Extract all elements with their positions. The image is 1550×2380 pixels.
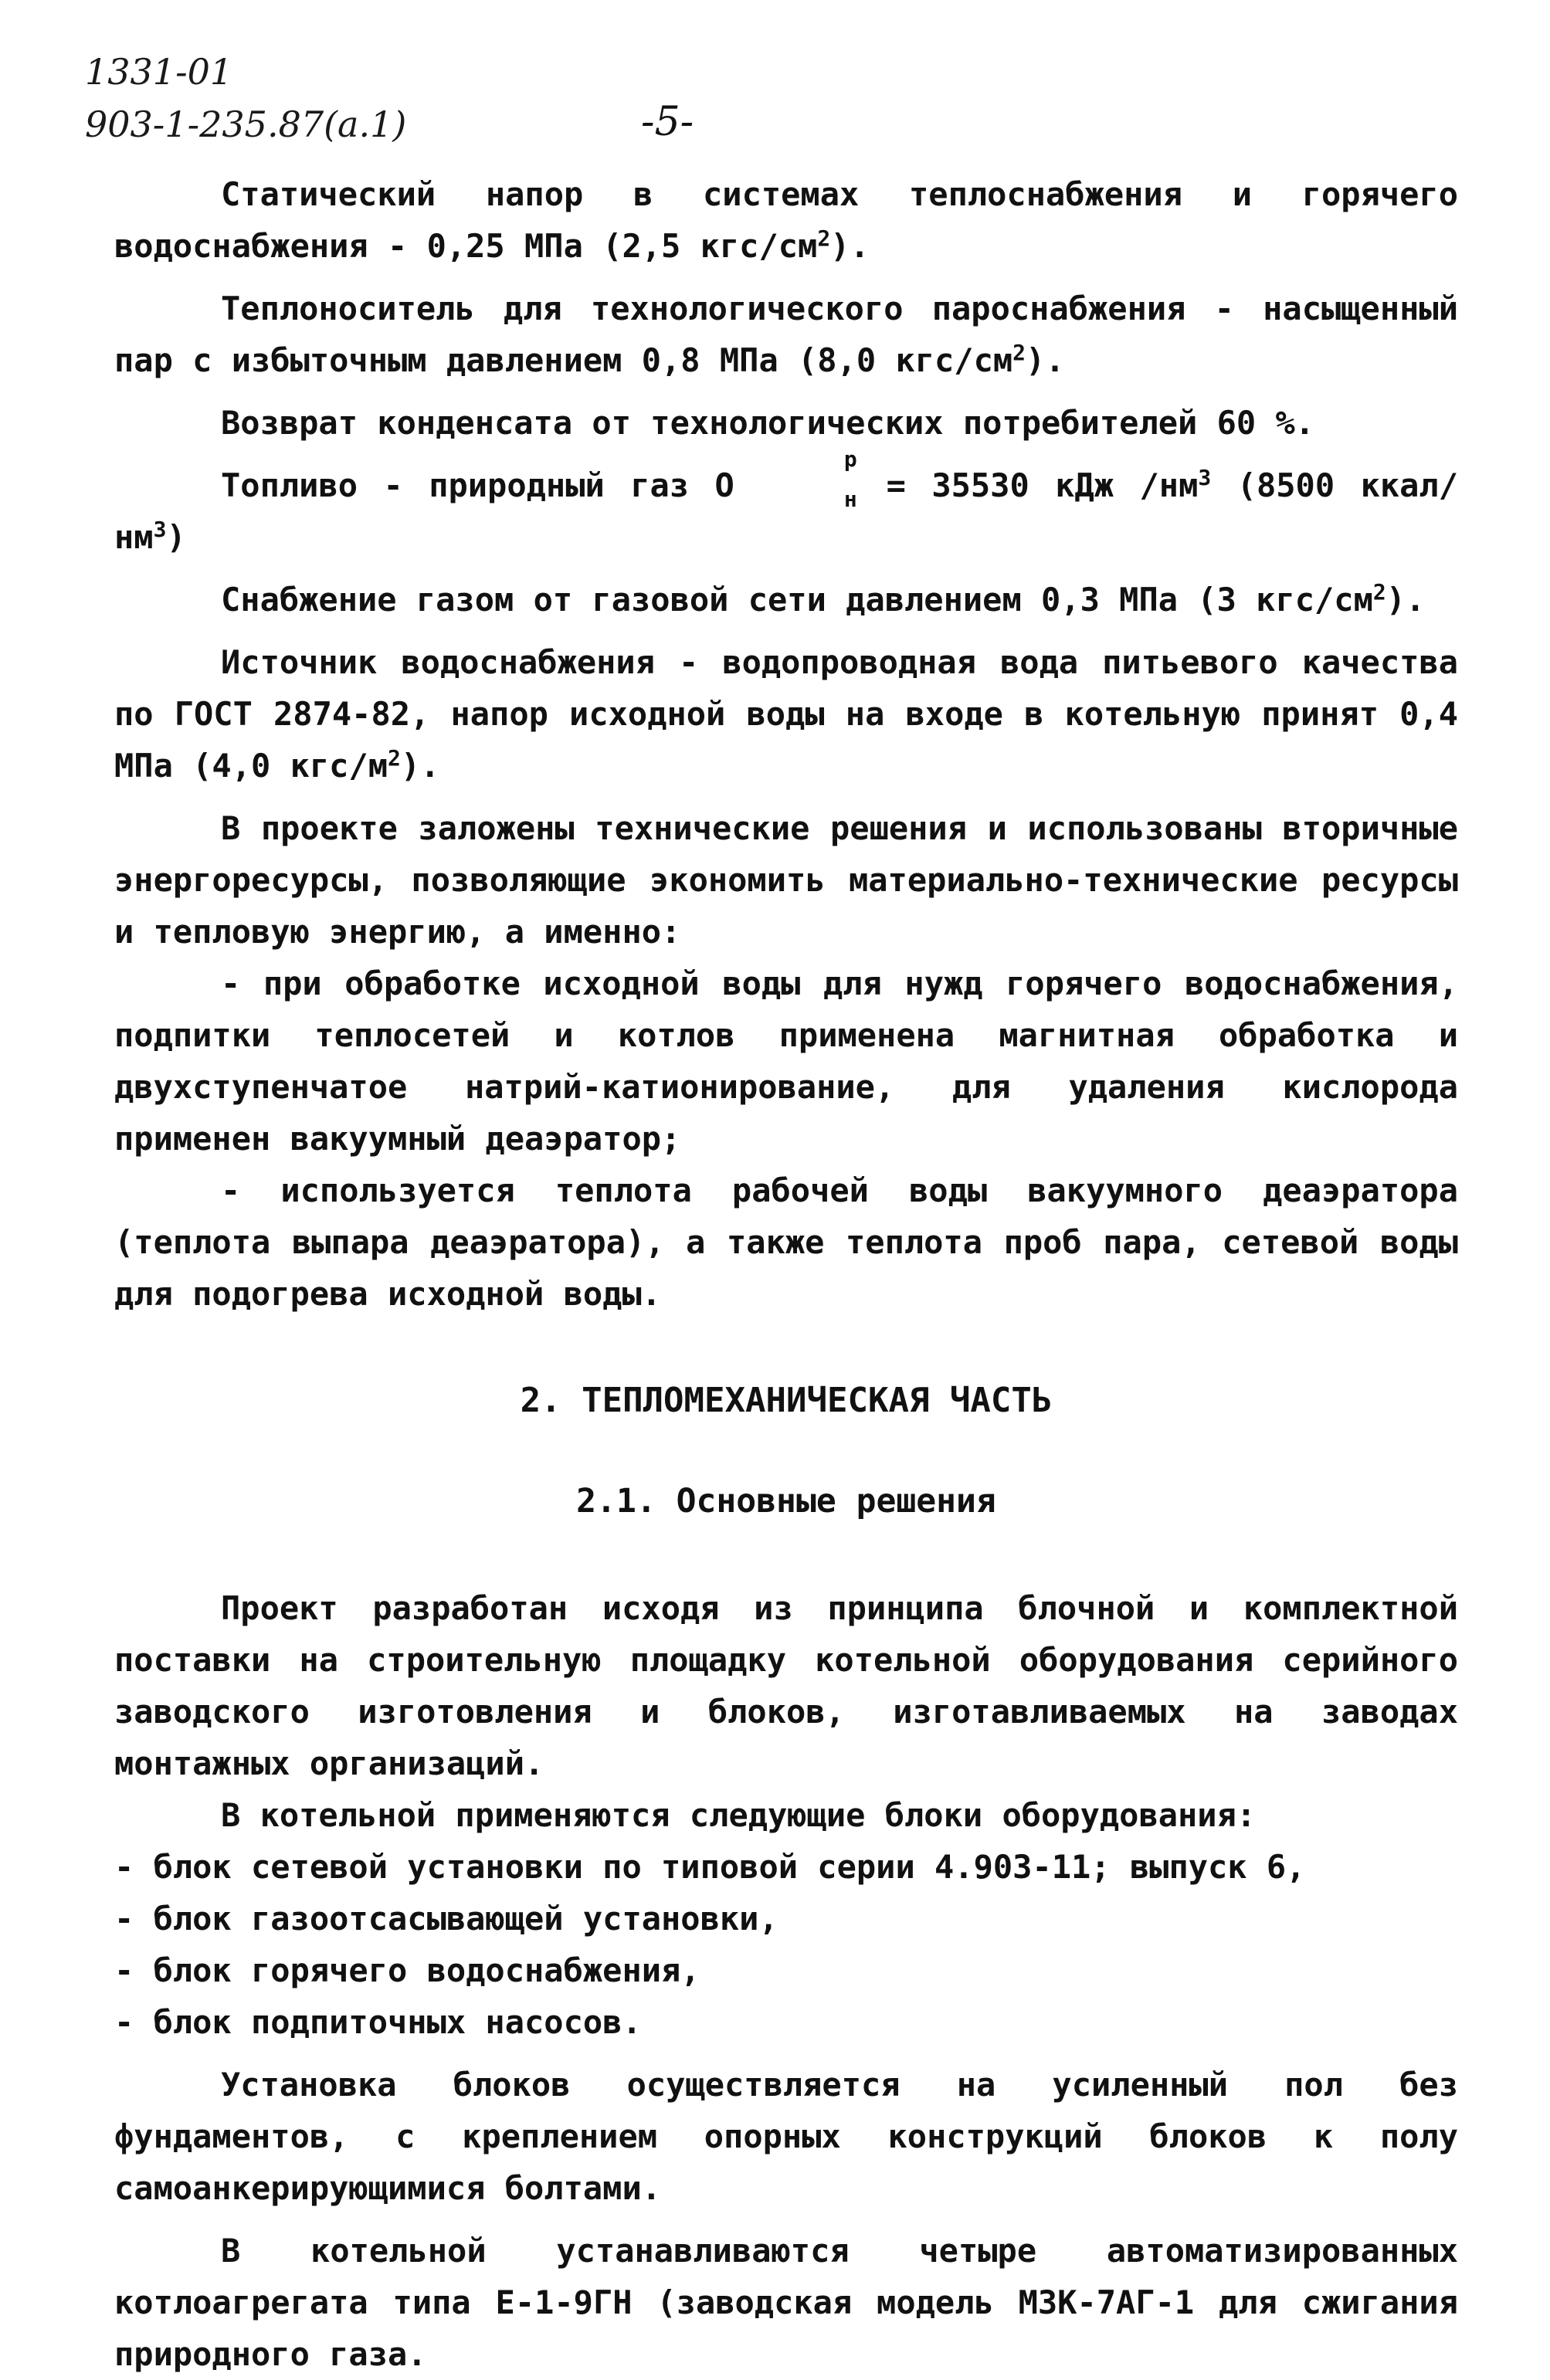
paragraph-water-source: Источник водоснабжения - водопроводная вода питьевого качества по ГОСТ 2874-82, напор исходной воды на входе в котельную принят 0,4 МПа (4,0 кгс/$м^2$).	[114, 643, 1458, 785]
handwritten-code-2: 903-1-235.87(a.1)	[85, 103, 407, 145]
paragraph-project: Проект разработан исходя из принципа блочной и комплектной поставки на строительную площадку котельной оборудования серийного заводского изготовления и блоков, изготавливаемых на заводах монтажных организаций.	[114, 1589, 1458, 1782]
paragraph-solutions: В проекте заложены технические решения и использованы вторичные энергоресурсы, позволяющие экономить материально-технические ресурсы и тепловую энергию, а именно:	[114, 809, 1458, 951]
handwritten-code-1: 1331-01	[85, 51, 233, 93]
list-item: - блок сетевой установки по типовой серии 4.903-11; выпуск 6,	[114, 1848, 1306, 1886]
paragraph-heat-use: - используется теплота рабочей воды вакуумного деаэратора (теплота выпара деаэратора), а также теплота проб пара, сетевой воды для подогрева исходной воды.	[114, 1171, 1458, 1313]
subsection-title: 2.1. Основные решения	[576, 1482, 996, 1521]
paragraph-fuel: Топливо - природный газ О р н = 35530 кДж $/нм^3$ (8500 ккал/$нм^3$)	[114, 446, 1459, 556]
list-item: - блок газоотсасывающей установки,	[114, 1900, 778, 1938]
paragraph-condensate: Возврат конденсата от технологических потребителей 60 %.	[221, 404, 1315, 442]
paragraph-blocks-intro: В котельной применяются следующие блоки оборудования:	[221, 1796, 1257, 1834]
section-title: 2. ТЕПЛОМЕХАНИЧЕСКАЯ ЧАСТЬ	[520, 1381, 1053, 1420]
paragraph-steam: Теплоноситель для технологического пароснабжения - насыщенный пар с избыточным давлением 0,8 МПа (8,0 кгс/$см^2$).	[114, 290, 1458, 379]
list-item: - блок подпиточных насосов.	[114, 2003, 642, 2041]
page-number: -5-	[641, 99, 694, 145]
list-item: - блок горячего водоснабжения,	[114, 1951, 700, 1989]
paragraph-static-head: Статический напор в системах теплоснабжения и горячего водоснабжения - 0,25 МПа (2,5 кгс/$см^2$).	[114, 175, 1458, 265]
document-body	[114, 168, 1458, 2380]
paragraph-water-treatment: - при обработке исходной воды для нужд горячего водоснабжения, подпитки теплосетей и котлов применена магнитная обработка и двухступенчатое натрий-катионирование, для удаления кислорода применен вакуумный деаэратор;	[114, 965, 1458, 1158]
paragraph-boilers: В котельной устанавливаются четыре автоматизированных котлоагрегата типа Е-1-9ГН (заводская модель МЗК-7АГ-1 для сжигания природного газа.	[114, 2232, 1458, 2373]
paragraph-gas-supply: Снабжение газом от газовой сети давлением 0,3 МПа (3 кгс/$см^2$).	[221, 579, 1426, 619]
paragraph-installation: Установка блоков осуществляется на усиленный пол без фундаментов, с креплением опорных конструкций блоков к полу самоанкерирующимися болтами.	[114, 2066, 1458, 2207]
